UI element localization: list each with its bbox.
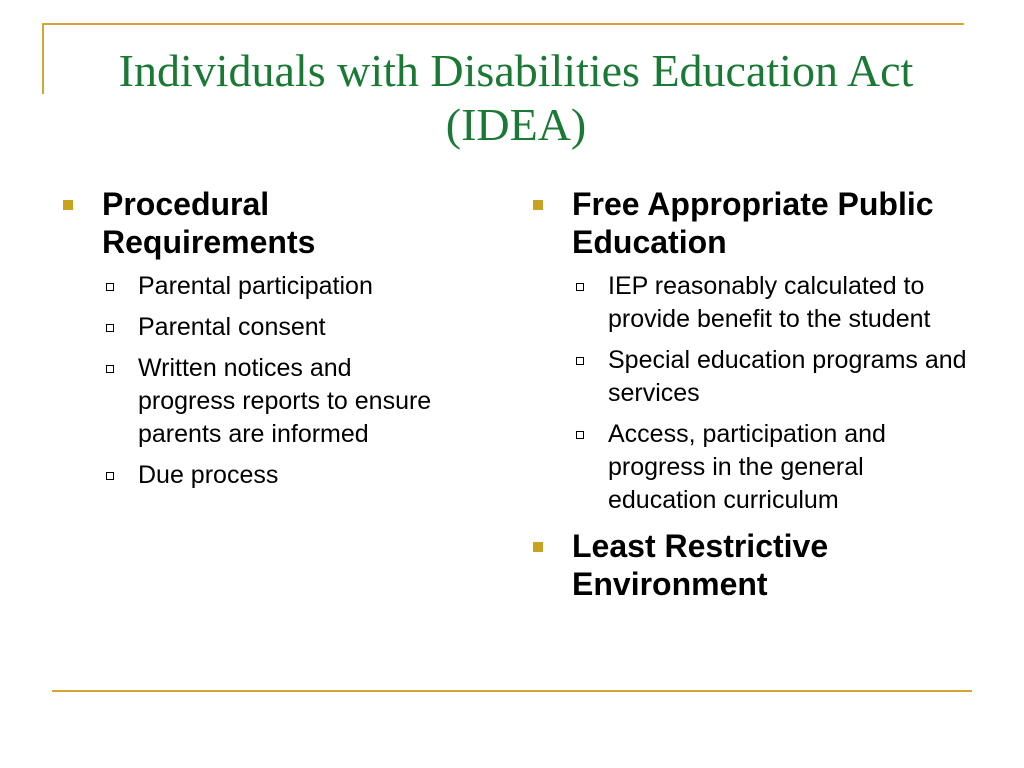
square-bullet-icon — [533, 542, 543, 552]
hollow-square-bullet-icon — [106, 324, 114, 332]
hollow-square-bullet-icon — [576, 431, 584, 439]
sub-bullet-item — [62, 459, 452, 492]
sub-bullet-label: IEP reasonably calculated to provide benefit to the student — [608, 272, 931, 333]
bullet-free-appropriate-public-education — [532, 185, 972, 261]
sub-bullet-label: Access, participation and progress in the general education curriculum — [608, 420, 886, 514]
sub-bullet-item — [62, 270, 452, 303]
hollow-square-bullet-icon — [576, 357, 584, 365]
bullet-least-restrictive-environment — [532, 527, 972, 603]
bullet-heading-label: Least Restrictive Environment — [572, 528, 829, 602]
right-column — [532, 185, 972, 603]
square-bullet-icon — [533, 200, 543, 210]
square-bullet-icon — [63, 200, 73, 210]
sub-bullet-label: Written notices and progress reports to ensure parents are informed — [138, 354, 432, 448]
sub-bullet-item — [532, 270, 972, 336]
hollow-square-bullet-icon — [106, 283, 114, 291]
sub-bullet-label: Special education programs and services — [608, 346, 967, 407]
hollow-square-bullet-icon — [106, 472, 114, 480]
sub-bullet-item — [62, 311, 452, 344]
bullet-heading-label: Procedural Requirements — [102, 186, 316, 260]
sub-bullet-label: Due process — [138, 461, 279, 489]
sub-bullet-list — [62, 270, 452, 492]
slide-title: Individuals with Disabilities Education Act (IDEA) — [118, 45, 914, 150]
frame-top-line — [42, 23, 964, 25]
sub-bullet-label: Parental participation — [138, 272, 373, 300]
left-column — [62, 185, 452, 500]
sub-bullet-item — [62, 352, 452, 451]
sub-bullet-label: Parental consent — [138, 313, 326, 341]
bullet-heading-label: Free Appropriate Public Education — [572, 186, 934, 260]
hollow-square-bullet-icon — [576, 283, 584, 291]
frame-left-line — [42, 23, 44, 94]
frame-bottom-line — [52, 690, 972, 692]
sub-bullet-list — [532, 270, 972, 517]
sub-bullet-item — [532, 418, 972, 517]
sub-bullet-item — [532, 344, 972, 410]
hollow-square-bullet-icon — [106, 365, 114, 373]
bullet-procedural-requirements — [62, 185, 452, 261]
